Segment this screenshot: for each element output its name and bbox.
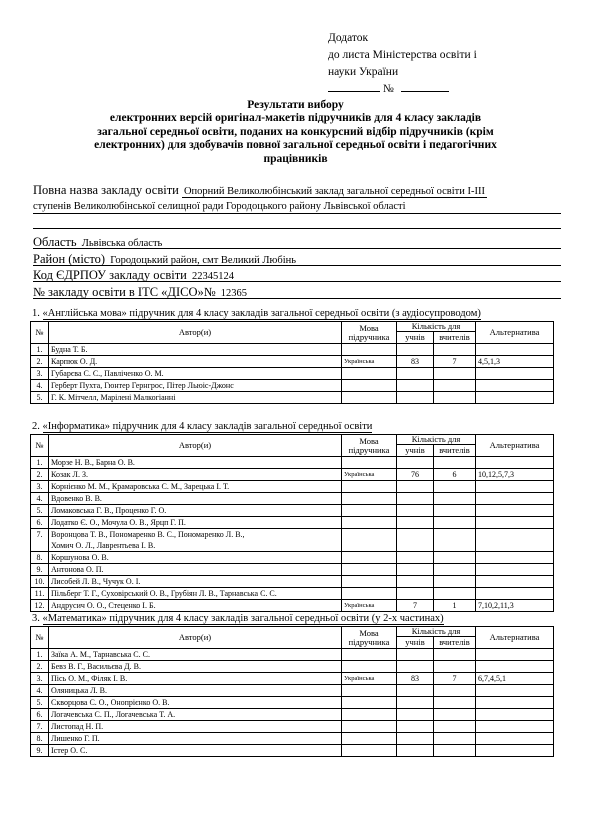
row-number: 7. [31,529,49,552]
header-alt: Альтернатива [476,435,554,457]
students-count: 76 [397,469,434,481]
alternative-cell [476,709,554,721]
table-row [31,661,554,673]
language-cell [342,697,397,709]
header-lang-2: підручника [348,636,390,647]
students-count [397,368,434,380]
teachers-count [434,576,476,588]
students-count: 83 [397,356,434,368]
header-alt: Альтернатива [476,322,554,344]
language-cell: Українська [342,356,397,368]
table-row [31,721,554,733]
header-note-line1: Додаток [328,32,369,44]
author-cell: Логачевська С. П., Логачевська Т. А. [49,709,342,721]
section-2-num: 2. [32,421,40,432]
teachers-count [434,344,476,356]
row-number: 3. [31,673,49,685]
table-row [31,505,554,517]
author-cell: Антонова О. П. [49,564,342,576]
table-row [31,709,554,721]
edrpou-label: Код ЄДРПОУ закладу освіти [33,268,187,282]
school-value-cont: ступенів Великолюбінської селищної ради Городоцького району Львівської області [33,201,406,212]
language-cell [342,576,397,588]
title-line2: електронних версій оригінал-макетів підручників для 4 класу закладів [109,112,482,125]
language-cell [342,517,397,529]
teachers-count: 1 [434,600,476,612]
alternative-cell [476,552,554,564]
table-row [31,356,554,368]
table-row [31,733,554,745]
header-lang-1: Мова [359,322,379,333]
section-2-text: «Інформатика» підручник для 4 класу закладів загальної середньої освіти [42,421,373,432]
author-cell: Оляницька Л. В. [49,685,342,697]
row-number: 5. [31,392,49,404]
author-cell: Ломаковська Г. В., Проценко Г. О. [49,505,342,517]
teachers-count [434,493,476,505]
row-number: 6. [31,517,49,529]
row-number: 1. [31,457,49,469]
students-count [397,380,434,392]
author-cell: Лишенко Г. П. [49,733,342,745]
document-title [30,99,561,166]
table-row [31,481,554,493]
header-lang-1: Мова [359,627,379,638]
row-number: 9. [31,745,49,757]
table-row [31,380,554,392]
students-count [397,588,434,600]
language-cell [342,368,397,380]
table-row [31,552,554,564]
teachers-count: 7 [434,356,476,368]
author-cell: Козак Л. З. [49,469,342,481]
row-number: 4. [31,685,49,697]
row-number: 9. [31,564,49,576]
author-cell: Будна Т. Б. [49,344,342,356]
students-count [397,564,434,576]
teachers-count [434,745,476,757]
students-count [397,493,434,505]
language-cell: Українська [342,469,397,481]
header-lang [342,627,397,649]
teachers-count [434,380,476,392]
alternative-cell [476,576,554,588]
school-underline [33,213,561,214]
teachers-count [434,481,476,493]
author-cell: Бевз В. Г., Васильєва Д. В. [49,661,342,673]
alternative-cell [476,721,554,733]
table-row [31,529,554,552]
row-number: 2. [31,661,49,673]
author-line-1: Воронцова Т. В., Пономаренко В. С., Пономаренко Л. В., [51,530,245,539]
header-lang-2: підручника [348,331,390,342]
teachers-count [434,529,476,552]
row-number: 3. [31,368,49,380]
teachers-count [434,697,476,709]
alternative-cell [476,517,554,529]
itc-underline [33,298,561,299]
row-number: 8. [31,733,49,745]
author-cell: Корнієнко М. М., Крамаровська С. М., Зарецька І. Т. [49,481,342,493]
author-cell: Карпюк О. Д. [49,356,342,368]
table-header-row [31,627,554,637]
table-row [31,697,554,709]
students-count [397,733,434,745]
language-cell [342,721,397,733]
district-underline [33,265,561,266]
students-count [397,709,434,721]
alternative-cell: 6,7,4,5,1 [476,673,554,685]
district-value: Городоцький район, смт Великий Любінь [110,255,297,266]
author-cell: Пісь О. М., Філяк І. В. [49,673,342,685]
table-row [31,685,554,697]
table-row [31,600,554,612]
students-count [397,344,434,356]
number-blank [401,82,449,92]
students-count [397,481,434,493]
language-cell [342,493,397,505]
author-cell: Листопад Н. П. [49,721,342,733]
region-label: Область [33,235,77,249]
table-row [31,368,554,380]
row-number: 1. [31,344,49,356]
alternative-cell [476,368,554,380]
author-cell: Г. К. Мітчелл, Марілені Малкогіанні [49,392,342,404]
edrpou-underline [33,281,561,282]
header-qty [397,435,476,445]
author-line-2: Хомич О. Л., Лаврентьева І. В. [51,541,156,550]
alternative-cell [476,733,554,745]
teachers-count [434,368,476,380]
author-cell: Лодатко Є. О., Мочула О. В., Ярцп Г. П. [49,517,342,529]
table-row [31,649,554,661]
itc-label: № закладу освіти в ІТС «ДІСО»№ [33,285,216,299]
section-1-title [32,308,481,319]
header-teachers: вчителів [434,332,476,344]
author-cell: Андрусич О. О., Стеценко І. Б. [49,600,342,612]
header-no: № [31,435,49,457]
alternative-cell: 4,5,1,3 [476,356,554,368]
teachers-count [434,709,476,721]
students-count [397,721,434,733]
language-cell [342,457,397,469]
school-label: Повна назва закладу освіти [33,183,179,197]
title-line3: загальної середньої освіти, поданих на конкурсний відбір підручників (крім [97,125,494,138]
row-number: 4. [31,380,49,392]
header-no: № [31,322,49,344]
students-count [397,576,434,588]
author-cell: Герберт Пухта, Гюнтер Гернгрос, Пітер Льюіс-Джонс [49,380,342,392]
row-number: 6. [31,709,49,721]
alternative-cell [476,481,554,493]
students-count [397,505,434,517]
teachers-count [434,505,476,517]
students-count [397,661,434,673]
language-cell [342,481,397,493]
date-blank [328,82,380,92]
students-count [397,392,434,404]
title-line1: Результати вибору [247,99,344,111]
teachers-count [434,588,476,600]
row-number: 12. [31,600,49,612]
title-line5: працівників [263,152,328,165]
language-cell: Українська [342,673,397,685]
teachers-count [434,517,476,529]
title-line4: електронних) для здобувачів повної загальної середньої освіти і педагогічних [94,139,497,152]
alternative-cell [476,745,554,757]
author-cell: Істер О. С. [49,745,342,757]
author-cell: Вдовенко В. В. [49,493,342,505]
alternative-cell [476,529,554,552]
row-number: 3. [31,481,49,493]
header-note-line2: до листа Міністерства освіти і [328,49,477,61]
teachers-count: 6 [434,469,476,481]
blank-line [33,228,561,229]
header-author: Автор(и) [49,435,342,457]
header-note-number [328,81,477,98]
language-cell [342,588,397,600]
header-qty-label: Кількість для [411,434,461,444]
table-header-row [31,435,554,445]
teachers-count [434,661,476,673]
row-number: 11. [31,588,49,600]
header-teachers: вчителів [434,445,476,457]
alternative-cell [476,661,554,673]
table-row [31,469,554,481]
alternative-cell [476,457,554,469]
row-number: 5. [31,697,49,709]
table-row [31,673,554,685]
section-3-text: «Математика» підручник для 4 класу закладів загальної середньої освіти (у 2-х частинах) [42,613,444,624]
table-row [31,344,554,356]
author-cell: Морзе Н. В., Барна О. В. [49,457,342,469]
students-count [397,685,434,697]
header-note [328,30,477,98]
row-number: 8. [31,552,49,564]
alternative-cell [476,697,554,709]
header-qty [397,322,476,332]
author-cell [49,529,342,552]
language-cell [342,529,397,552]
header-students: учнів [397,637,434,649]
section-3-num: 3. [32,613,40,624]
alternative-cell [476,588,554,600]
alternative-cell [476,564,554,576]
region-underline [33,248,561,249]
table-row [31,493,554,505]
language-cell [342,344,397,356]
language-cell [342,745,397,757]
teachers-count [434,649,476,661]
edrpou-value: 22345124 [192,271,234,282]
header-note-line3: науки України [328,66,399,78]
alternative-cell [476,685,554,697]
table-row [31,564,554,576]
header-alt: Альтернатива [476,627,554,649]
section-1-num: 1. [32,308,40,319]
table-row [31,392,554,404]
alternative-cell [476,344,554,356]
header-students: учнів [397,332,434,344]
teachers-count: 7 [434,673,476,685]
students-count [397,697,434,709]
section-2-title [32,421,372,432]
language-cell [342,685,397,697]
row-number: 4. [31,493,49,505]
language-cell [342,733,397,745]
row-number: 2. [31,356,49,368]
section-1-table [30,321,554,404]
table-row [31,588,554,600]
language-cell: Українська [342,600,397,612]
teachers-count [434,552,476,564]
students-count [397,529,434,552]
author-cell: Пільберг Т. Г., Суховірський О. В., Грубіян Л. В., Тарнавська С. С. [49,588,342,600]
region-value: Львівська область [81,238,163,249]
row-number: 2. [31,469,49,481]
header-lang-1: Мова [359,435,379,446]
row-number: 10. [31,576,49,588]
header-qty-label: Кількість для [411,321,461,331]
number-sign: № [382,83,394,95]
students-count: 83 [397,673,434,685]
language-cell [342,649,397,661]
students-count [397,552,434,564]
language-cell [342,552,397,564]
alternative-cell [476,649,554,661]
author-cell: Губарєва С. С., Павліченко О. М. [49,368,342,380]
row-number: 1. [31,649,49,661]
row-number: 5. [31,505,49,517]
alternative-cell [476,505,554,517]
school-value: Опорний Великолюбінський заклад загальної середньої освіти I-III [183,186,485,197]
header-lang [342,435,397,457]
alternative-cell [476,392,554,404]
table-row [31,576,554,588]
row-number: 7. [31,721,49,733]
header-teachers: вчителів [434,637,476,649]
itc-value: 12365 [220,288,248,299]
section-3-table [30,626,554,757]
author-cell: Заїка А. М., Тарнавська С. С. [49,649,342,661]
header-students: учнів [397,445,434,457]
header-author: Автор(и) [49,627,342,649]
language-cell [342,392,397,404]
teachers-count [434,564,476,576]
alternative-cell: 10,12,5,7,3 [476,469,554,481]
language-cell [342,564,397,576]
alternative-cell [476,493,554,505]
section-2-table [30,434,554,612]
header-qty-label: Кількість для [411,626,461,636]
author-cell: Скворцова С. О., Онопрієнко О. В. [49,697,342,709]
language-cell [342,380,397,392]
table-header-row [31,322,554,332]
alternative-cell: 7,10,2,11,3 [476,600,554,612]
language-cell [342,505,397,517]
students-count [397,457,434,469]
students-count [397,517,434,529]
school-field [33,183,487,198]
students-count [397,745,434,757]
header-lang [342,322,397,344]
language-cell [342,709,397,721]
header-no: № [31,627,49,649]
header-author: Автор(и) [49,322,342,344]
author-cell: Коршунова О. В. [49,552,342,564]
table-row [31,517,554,529]
language-cell [342,661,397,673]
teachers-count [434,392,476,404]
teachers-count [434,457,476,469]
header-lang-2: підручника [348,444,390,455]
alternative-cell [476,380,554,392]
teachers-count [434,685,476,697]
table-row [31,457,554,469]
students-count [397,649,434,661]
teachers-count [434,721,476,733]
district-label: Район (місто) [33,252,106,266]
section-1-text: «Англійська мова» підручник для 4 класу закладів загальної середньої освіти (з аудіосупроводом) [42,308,481,319]
header-qty [397,627,476,637]
table-row [31,745,554,757]
author-cell: Лисобей Л. В., Чучук О. І. [49,576,342,588]
section-3-title [32,613,444,624]
students-count: 7 [397,600,434,612]
teachers-count [434,733,476,745]
